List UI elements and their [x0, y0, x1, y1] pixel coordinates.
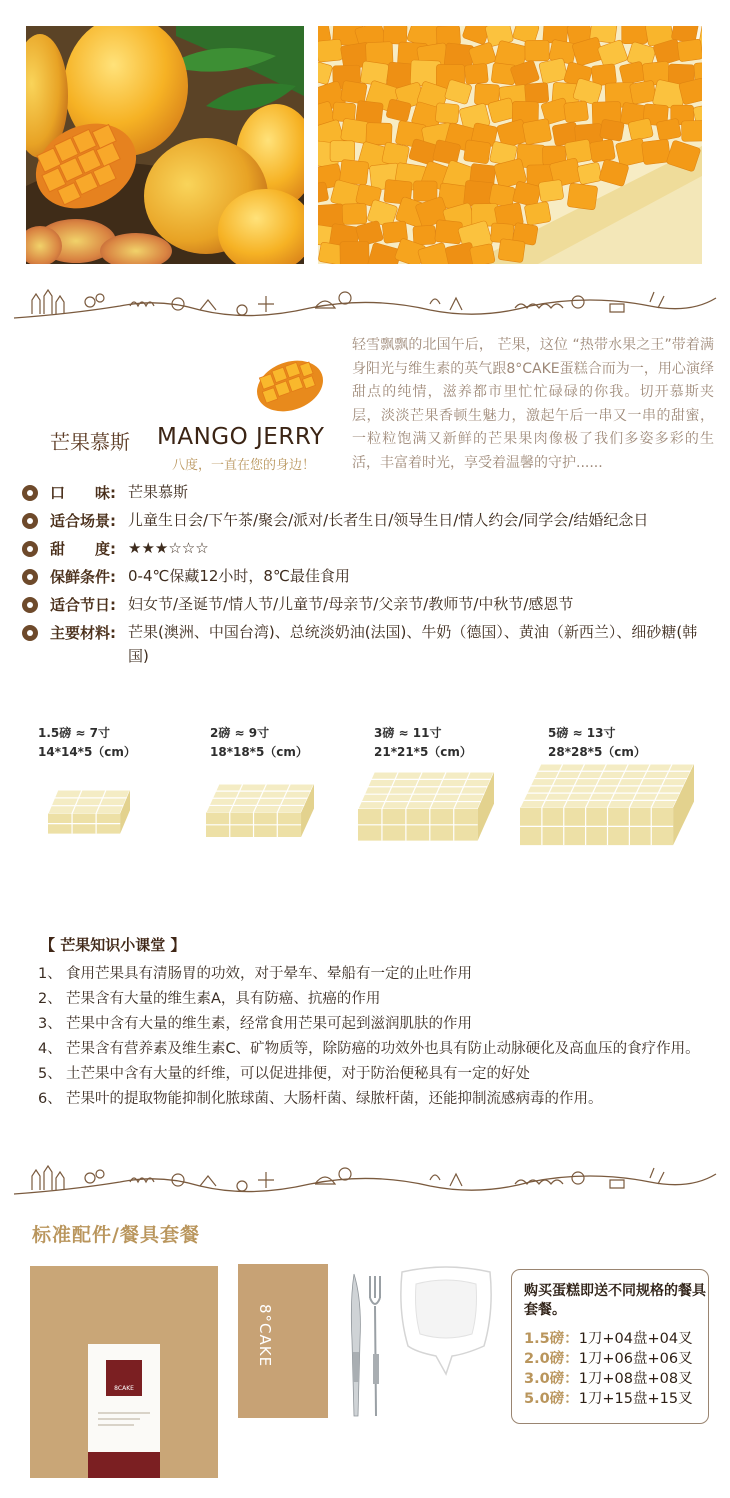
tableware-offer-box	[511, 1269, 709, 1424]
taste-icon	[22, 485, 38, 501]
item-number: 3、	[38, 1016, 62, 1032]
item-number: 4、	[38, 1041, 62, 1057]
offer-weight: 5.0磅：	[524, 1391, 579, 1407]
offer-row	[524, 1389, 708, 1409]
product-title-en: MANGO JERRY	[157, 424, 325, 450]
spec-label: 适合节日:	[50, 596, 116, 614]
item-text: 芒果含有营养素及维生素C、矿物质等，除防癌的功效外也具有防止动脉硬化及高血压的食疗作用。	[66, 1041, 700, 1057]
item-number: 6、	[38, 1091, 62, 1107]
brand-tagline: 八度，一直在您的身边！	[172, 458, 316, 473]
knife-fork-photo	[346, 1270, 388, 1420]
size-weight: 3磅 ≈ 11寸	[374, 726, 442, 740]
spec-label: 保鲜条件:	[50, 568, 116, 586]
spec-row-festival	[22, 594, 718, 616]
product-description: 轻雪飘飘的北国午后， 芒果，这位 “热带水果之王”带着满身阳光与维生素的英气跟8°CAKE蛋糕合而为一，用心演绎甜点的纯情，滋养都市里忙忙碌碌的你我。切开慕斯夹层，淡淡芒果香顿生魅力，激起午后一串又一串的甜蜜，一粒粒饱满又新鲜的芒果果肉像极了我们多姿多彩的生活，丰富着时光，享受着温馨的守护......	[352, 337, 714, 471]
spec-value: ★★★☆☆☆	[128, 539, 209, 557]
plate-photo	[396, 1262, 496, 1378]
size-option	[210, 724, 308, 762]
offer-weight: 2.0磅：	[524, 1351, 579, 1367]
size-dimensions: 14*14*5（cm）	[38, 745, 136, 759]
offer-items: 1刀+04盘+04叉	[578, 1331, 693, 1347]
offer-items: 1刀+06盘+06叉	[578, 1351, 693, 1367]
offer-row	[524, 1349, 708, 1369]
spec-label: 主要材料:	[50, 624, 116, 642]
scene-icon	[22, 513, 38, 529]
offer-heading: 购买蛋糕即送不同规格的餐具套餐。	[524, 1283, 706, 1318]
spec-label: 适合场景:	[50, 512, 116, 530]
spec-label: 口 味:	[50, 484, 116, 502]
item-text: 芒果含有大量的维生素A，具有防癌、抗癌的作用	[66, 991, 381, 1007]
item-number: 5、	[38, 1066, 62, 1082]
mango-cake-photo	[318, 26, 702, 264]
spec-value: 0-4℃保藏12小时，8℃最佳食用	[128, 567, 350, 585]
list-item	[38, 1037, 718, 1062]
brand-logo: 8CAKE	[106, 1360, 142, 1396]
spec-value: 妇女节/圣诞节/情人节/儿童节/母亲节/父亲节/教师节/中秋节/感恩节	[128, 595, 574, 613]
doodle-divider	[10, 1160, 720, 1204]
mango-fruit-photo	[26, 26, 304, 264]
item-number: 1、	[38, 966, 62, 982]
size-weight: 5磅 ≈ 13寸	[548, 726, 616, 740]
sweetness-icon	[22, 541, 38, 557]
item-text: 食用芒果具有清肠胃的功效，对于晕车、晕船有一定的止吐作用	[66, 966, 472, 982]
list-item	[38, 1087, 718, 1112]
accessories-title: 标准配件/餐具套餐	[32, 1224, 200, 1246]
size-option	[374, 724, 472, 762]
offer-items: 1刀+08盘+08叉	[578, 1371, 693, 1387]
item-text: 土芒果中含有大量的纤维，可以促进排便，对于防治便秘具有一定的好处	[66, 1066, 530, 1082]
list-item	[38, 962, 718, 987]
item-text: 芒果中含有大量的维生素，经常食用芒果可起到滋润肌肤的作用	[66, 1016, 472, 1032]
offer-row	[524, 1329, 708, 1349]
spec-value: 儿童生日会/下午茶/聚会/派对/长者生日/领导生日/情人约会/同学会/结婚纪念日	[128, 511, 649, 529]
spec-label: 甜 度:	[50, 540, 116, 558]
size-option	[38, 724, 136, 762]
offer-weight: 3.0磅：	[524, 1371, 579, 1387]
list-item	[38, 987, 718, 1012]
card-footer	[88, 1452, 160, 1478]
size-weight: 2磅 ≈ 9寸	[210, 726, 270, 740]
cake-size-illustration	[48, 790, 130, 846]
spec-row-scene	[22, 510, 718, 532]
box-brand-text: 8°CAKE	[256, 1304, 274, 1368]
spec-row-taste	[22, 482, 718, 504]
item-number: 2、	[38, 991, 62, 1007]
card-fine-print	[98, 1408, 150, 1430]
spec-value: 芒果慕斯	[128, 483, 189, 501]
product-title-cn: 芒果慕斯	[50, 430, 130, 454]
offer-weight: 1.5磅：	[524, 1331, 579, 1347]
offer-items: 1刀+15盘+15叉	[578, 1391, 693, 1407]
cake-size-illustration	[520, 764, 694, 868]
festival-icon	[22, 597, 38, 613]
knowledge-title: 【 芒果知识小课堂 】	[40, 936, 186, 954]
size-weight: 1.5磅 ≈ 7寸	[38, 726, 111, 740]
list-item	[38, 1012, 718, 1037]
cake-size-illustration	[358, 772, 494, 860]
item-text: 芒果叶的提取物能抑制化脓球菌、大肠杆菌、绿脓杆菌，还能抑制流感病毒的作用。	[66, 1091, 603, 1107]
spec-row-storage	[22, 566, 718, 588]
spec-row-sweetness	[22, 538, 718, 560]
size-option	[548, 724, 646, 762]
cake-size-illustration	[206, 784, 314, 852]
offer-row	[524, 1369, 708, 1389]
box-label-card	[88, 1344, 160, 1478]
knowledge-list	[38, 962, 718, 1112]
size-dimensions: 18*18*5（cm）	[210, 745, 308, 759]
size-dimensions: 21*21*5（cm）	[374, 745, 472, 759]
doodle-divider	[10, 284, 720, 328]
cutlery-box-photo	[238, 1264, 328, 1418]
list-item	[38, 1062, 718, 1087]
material-icon	[22, 625, 38, 641]
mango-slice-icon	[252, 352, 328, 414]
spec-value: 芒果(澳洲、中国台湾)、总统淡奶油(法国)、牛奶（德国）、黄油（新西兰）、细砂糖(韩国)	[128, 623, 698, 665]
size-dimensions: 28*28*5（cm）	[548, 745, 646, 759]
fresh-icon	[22, 569, 38, 585]
spec-row-material	[22, 622, 718, 668]
